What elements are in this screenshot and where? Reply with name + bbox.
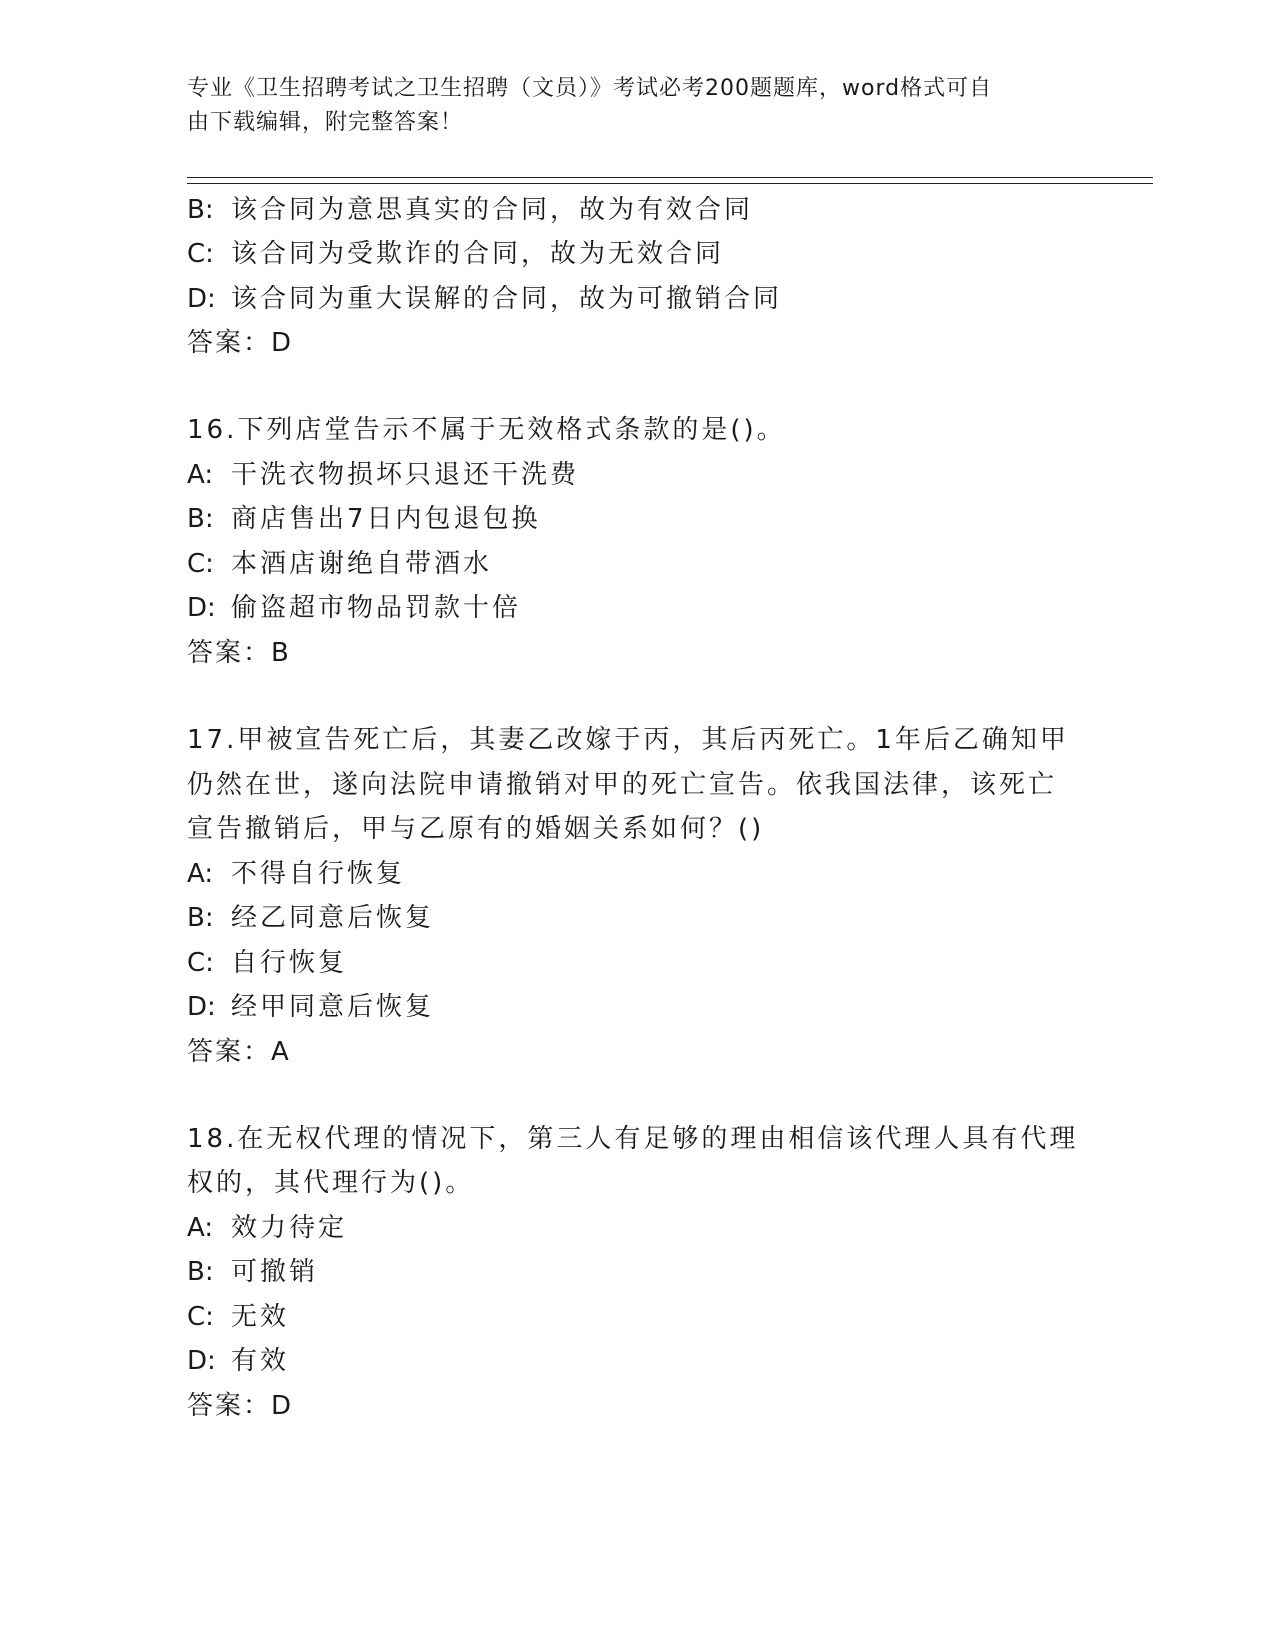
q18-answer: 答案：D [187,1391,294,1421]
q18-option-d: D: 有效 [187,1346,290,1376]
q18-stem-line-1: 18.在无权代理的情况下，第三人有足够的理由相信该代理人具有代理 [187,1124,1079,1154]
q18-option-c: C: 无效 [187,1302,290,1332]
q18-option-b: B: 可撤销 [187,1257,319,1287]
q18-option-a: A: 效力待定 [187,1213,348,1243]
q17-answer: 答案：A [187,1037,291,1067]
document-header [187,72,1067,140]
q17-stem-line-2: 仍然在世，遂向法院申请撤销对甲的死亡宣告。依我国法律，该死亡 [187,770,1058,800]
header-divider-bottom [187,183,1153,184]
q16-option-c: C: 本酒店谢绝自带酒水 [187,549,493,579]
q17-option-c: C: 自行恢复 [187,948,348,978]
q17-option-d: D: 经甲同意后恢复 [187,992,435,1022]
q16-option-b: B: 商店售出7日内包退包换 [187,504,541,534]
q17-option-b: B: 经乙同意后恢复 [187,903,435,933]
q16-option-d: D: 偷盗超市物品罚款十倍 [187,593,522,623]
q16-stem-line-1: 16.下列店堂告示不属于无效格式条款的是()。 [187,415,786,445]
q15-option-d: D: 该合同为重大误解的合同，故为可撤销合同 [187,284,783,314]
header-divider-top [187,177,1153,178]
q16-answer: 答案：B [187,638,291,668]
header-line-2: 由下载编辑，附完整答案！ [187,110,464,135]
q17-stem-line-1: 17.甲被宣告死亡后，其妻乙改嫁于丙，其后丙死亡。1年后乙确知甲 [187,725,1069,755]
q16-option-a: A: 干洗衣物损坏只退还干洗费 [187,460,580,490]
q17-stem-line-3: 宣告撤销后，甲与乙原有的婚姻关系如何？() [187,814,765,844]
q15-option-b: B: 该合同为意思真实的合同，故为有效合同 [187,195,754,225]
q15-answer: 答案：D [187,328,294,358]
q17-option-a: A: 不得自行恢复 [187,859,406,889]
q18-stem-line-2: 权的，其代理行为()。 [187,1168,475,1198]
header-line-1: 专业《卫生招聘考试之卫生招聘（文员）》考试必考200题题库，word格式可自 [187,76,993,101]
q15-option-c: C: 该合同为受欺诈的合同，故为无效合同 [187,239,725,269]
